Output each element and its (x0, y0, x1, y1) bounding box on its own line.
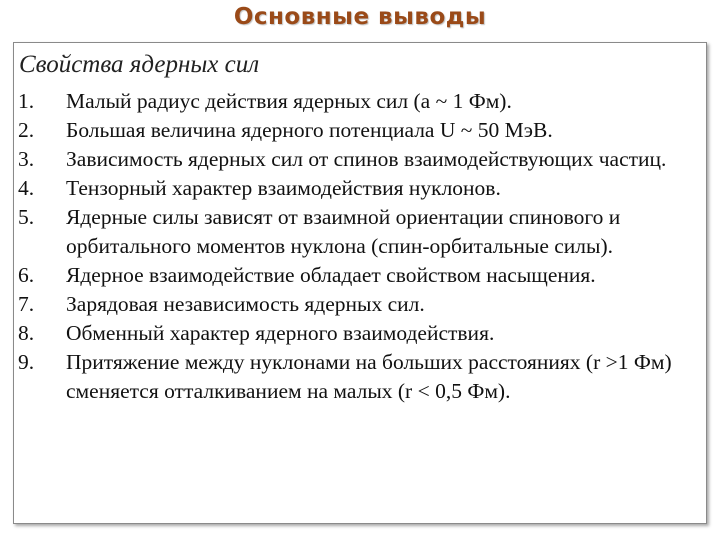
item-number: 1. (18, 89, 35, 113)
list-item (14, 261, 706, 290)
slide-title: Основные выводы (233, 4, 487, 30)
list-item (14, 116, 706, 145)
list-item (14, 319, 706, 348)
content-frame (13, 42, 707, 524)
item-text: Тензорный характер взаимодействия нуклонов. (66, 176, 501, 200)
item-number: 2. (18, 118, 35, 142)
list-item (14, 348, 706, 406)
item-text: Обменный характер ядерного взаимодействия. (66, 321, 495, 345)
item-number: 9. (18, 350, 35, 374)
list-item (14, 290, 706, 319)
list-item (14, 203, 706, 261)
item-number: 7. (18, 292, 35, 316)
item-number: 6. (18, 263, 35, 287)
properties-list (14, 87, 706, 406)
item-text: Ядерные силы зависят от взаимной ориентации спинового и орбитального моментов нуклона (спин-орбитальные силы). (66, 205, 621, 258)
list-item (14, 174, 706, 203)
item-text: Большая величина ядерного потенциала U ~ 50 МэВ. (66, 118, 553, 142)
item-text: Малый радиус действия ядерных сил (a ~ 1 Фм). (66, 89, 512, 113)
item-text: Зависимость ядерных сил от спинов взаимодействующих частиц. (66, 147, 667, 171)
item-text: Зарядовая независимость ядерных сил. (66, 292, 425, 316)
item-text: Ядерное взаимодействие обладает свойством насыщения. (66, 263, 596, 287)
item-number: 5. (18, 205, 35, 229)
list-item (14, 87, 706, 116)
section-subtitle: Свойства ядерных сил (19, 51, 260, 78)
list-item (14, 145, 706, 174)
item-number: 4. (18, 176, 35, 200)
item-text: Притяжение между нуклонами на больших расстояниях (r >1 Фм) сменяется отталкиванием на малых (r < 0,5 Фм). (66, 350, 672, 403)
item-number: 3. (18, 147, 35, 171)
item-number: 8. (18, 321, 35, 345)
